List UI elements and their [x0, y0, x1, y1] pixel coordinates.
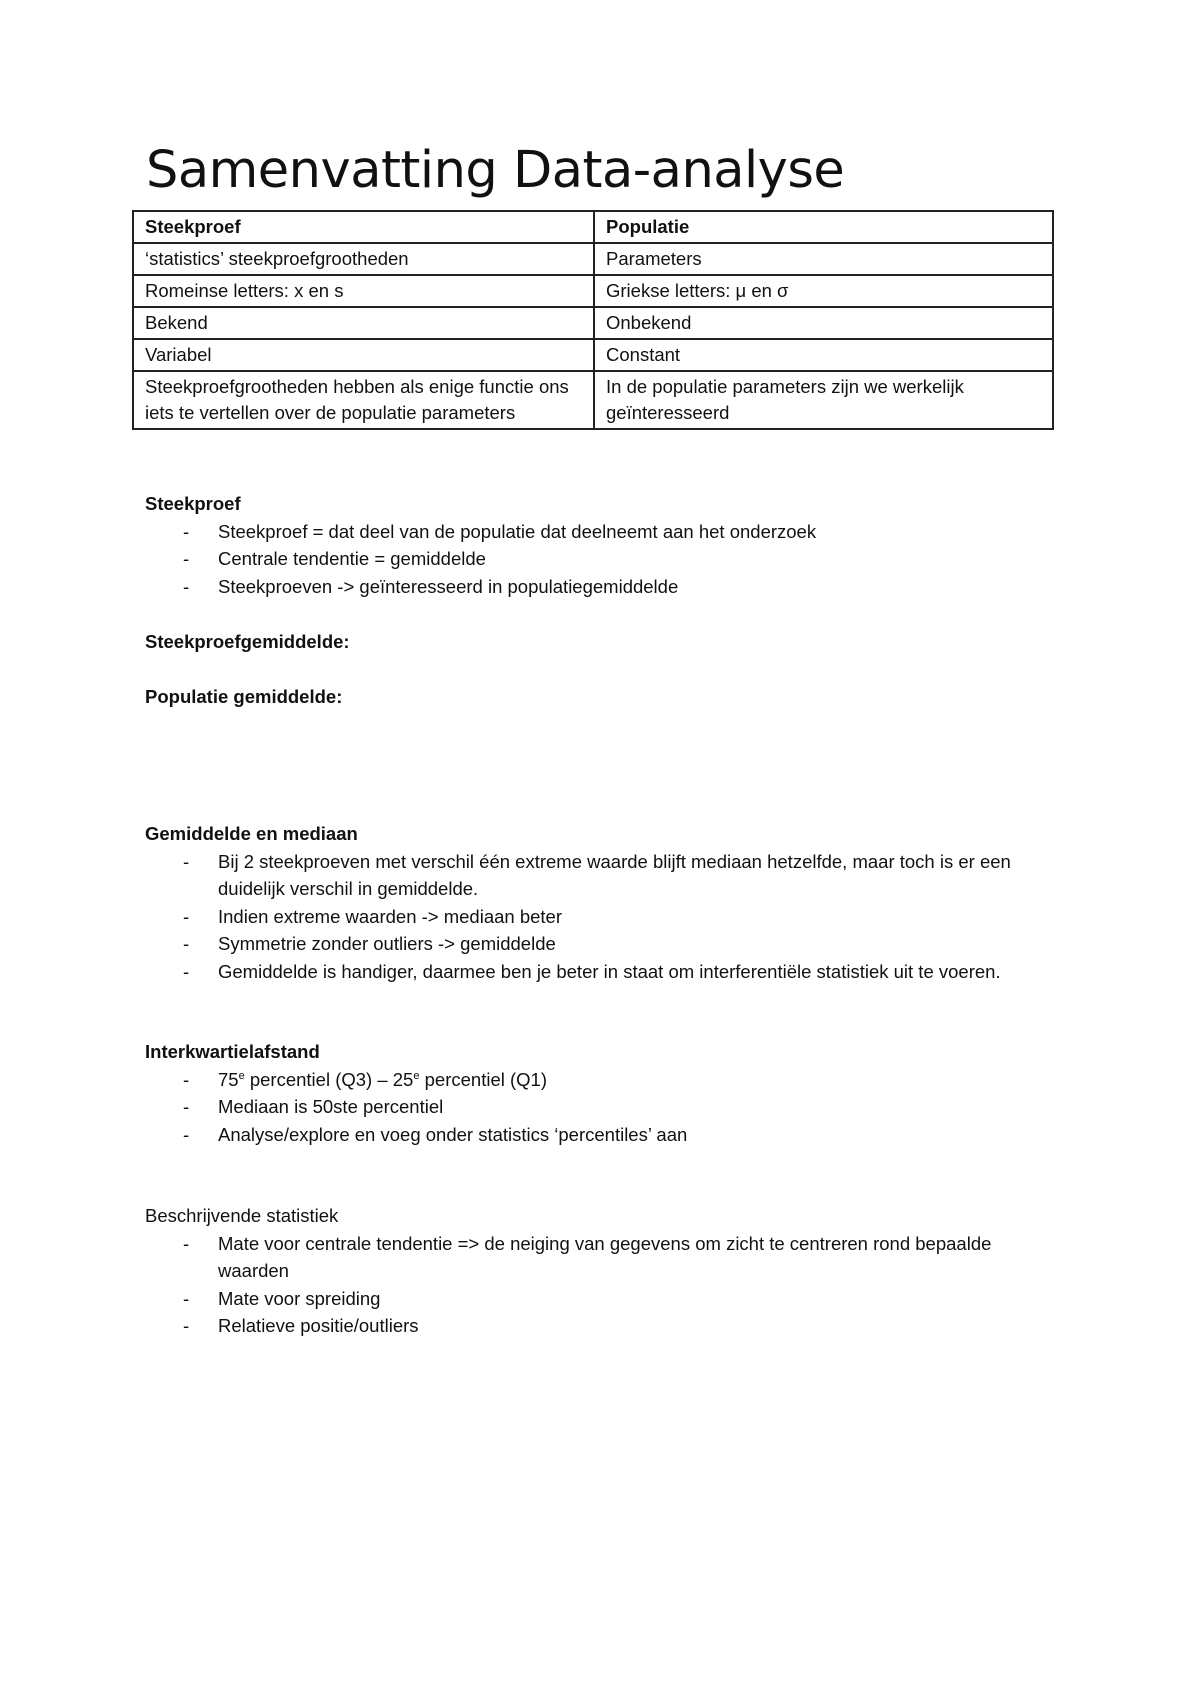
table-cell: Parameters — [594, 243, 1053, 275]
bullet-list — [145, 1230, 1065, 1340]
list-item: - Centrale tendentie = gemiddelde — [145, 545, 1065, 573]
document-title: Samenvatting Data-analyse — [146, 141, 845, 200]
superscript: e — [238, 1069, 245, 1082]
section-heading: Steekproefgemiddelde: — [145, 631, 350, 652]
section-heading: Interkwartielafstand — [145, 1041, 320, 1062]
text-run: percentiel (Q3) – 25 — [244, 1068, 414, 1090]
superscript: e — [413, 1069, 420, 1082]
table-header-populatie: Populatie — [594, 211, 1053, 243]
list-item: - Analyse/explore en voeg onder statistics ‘percentiles’ aan — [145, 1121, 1065, 1149]
table-row — [133, 339, 1053, 371]
table-row — [133, 243, 1053, 275]
table-row — [133, 275, 1053, 307]
list-item: - Mediaan is 50ste percentiel — [145, 1093, 1065, 1121]
table-cell: In de populatie parameters zijn we werkelijk geïnteresseerd — [594, 371, 1053, 429]
bullet-list — [145, 848, 1065, 986]
section-interkwartielafstand — [145, 1038, 1065, 1148]
section-gemiddelde-mediaan — [145, 820, 1065, 985]
table-row — [133, 371, 1053, 429]
list-item — [145, 1066, 1065, 1094]
text-run: percentiel (Q1) — [419, 1068, 547, 1090]
table-cell: Onbekend — [594, 307, 1053, 339]
list-item: - Gemiddelde is handiger, daarmee ben je beter in staat om interferentiële statistiek uit te voeren. — [145, 958, 1065, 986]
table-cell: Romeinse letters: x en s — [133, 275, 594, 307]
table-row — [133, 307, 1053, 339]
comparison-table — [132, 210, 1054, 430]
list-item: - Mate voor centrale tendentie => de neiging van gegevens om zicht te centreren rond bepaalde waarden — [145, 1230, 1065, 1285]
table-cell: Variabel — [133, 339, 594, 371]
table-cell: Bekend — [133, 307, 594, 339]
section-steekproefgemiddelde — [145, 628, 1065, 656]
section-steekproef — [145, 490, 1065, 600]
section-heading: Populatie gemiddelde: — [145, 686, 343, 707]
table-cell: Griekse letters: μ en σ — [594, 275, 1053, 307]
section-heading: Beschrijvende statistiek — [145, 1205, 339, 1226]
table-cell: Steekproefgrootheden hebben als enige functie ons iets te vertellen over de populatie parameters — [133, 371, 594, 429]
list-item: - Relatieve positie/outliers — [145, 1312, 1065, 1340]
table-header-row — [133, 211, 1053, 243]
list-item: - Indien extreme waarden -> mediaan beter — [145, 903, 1065, 931]
section-heading: Gemiddelde en mediaan — [145, 823, 358, 844]
list-item: - Mate voor spreiding — [145, 1285, 1065, 1313]
list-item: - Bij 2 steekproeven met verschil één extreme waarde blijft mediaan hetzelfde, maar toch is er een duidelijk verschil in gemiddelde. — [145, 848, 1065, 903]
bullet-list — [145, 518, 1065, 601]
list-item: - Steekproeven -> geïnteresseerd in populatiegemiddelde — [145, 573, 1065, 601]
section-beschrijvende-statistiek — [145, 1202, 1065, 1340]
bullet-list — [145, 1066, 1065, 1149]
table-cell: Constant — [594, 339, 1053, 371]
table-header-steekproef: Steekproef — [133, 211, 594, 243]
section-heading: Steekproef — [145, 493, 241, 514]
table-cell: ‘statistics’ steekproefgrootheden — [133, 243, 594, 275]
list-item: - Symmetrie zonder outliers -> gemiddelde — [145, 930, 1065, 958]
section-populatie-gemiddelde — [145, 683, 1065, 711]
text-run: 75 — [218, 1068, 239, 1090]
list-item: - Steekproef = dat deel van de populatie dat deelneemt aan het onderzoek — [145, 518, 1065, 546]
